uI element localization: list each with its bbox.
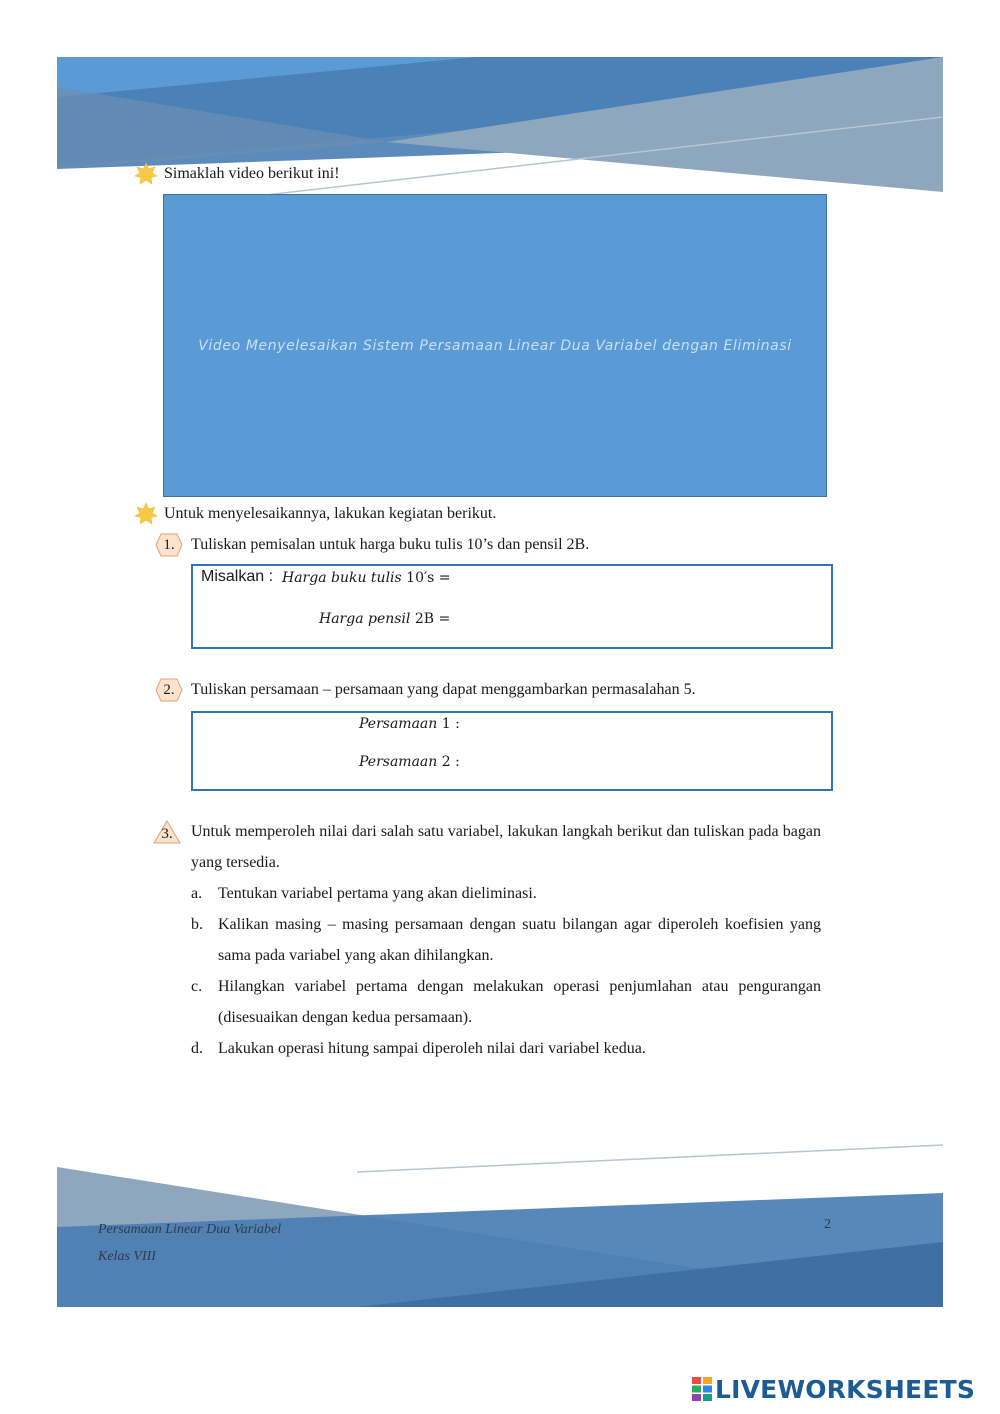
step-d: [191, 1033, 821, 1064]
step-c: [191, 971, 821, 1033]
task-2-answer-box: [191, 711, 833, 791]
step-text: Kalikan masing – masing persamaan dengan suatu bilangan agar diperoleh koefisien yang sama pada variabel yang akan dihilangkan.: [218, 916, 821, 964]
task-1-instruction: Tuliskan pemisalan untuk harga buku tulis 10’s dan pensil 2B.: [191, 536, 590, 553]
star-bullet-icon: [134, 162, 158, 186]
task-3-number: 3.: [161, 826, 173, 842]
footer-banner: [57, 1117, 943, 1307]
misalkan-label: Misalkan :: [201, 568, 274, 585]
number-badge-3: [153, 820, 181, 844]
step-label: c.: [191, 978, 203, 995]
star-bullet-icon: [134, 502, 158, 526]
brand-text: LIVEWORKSHEETS: [715, 1374, 976, 1404]
step-text: Lakukan operasi hitung sampai diperoleh nilai dari variabel kedua.: [218, 1040, 646, 1057]
video-player[interactable]: [163, 194, 827, 497]
intro-heading: Simaklah video berikut ini!: [164, 165, 340, 182]
liveworksheets-brand[interactable]: [692, 1374, 975, 1404]
price-pencil-input[interactable]: [471, 608, 811, 632]
step-text: Tentukan variabel pertama yang akan dieliminasi.: [218, 885, 537, 902]
price-pencil-label: Harga pensil 2B =: [319, 611, 451, 627]
step-b: [191, 909, 821, 971]
activity-heading: Untuk menyelesaikannya, lakukan kegiatan berikut.: [164, 505, 497, 522]
footer-title: Persamaan Linear Dua Variabel: [98, 1222, 282, 1237]
task-2-number: 2.: [163, 682, 175, 698]
task-1-number: 1.: [163, 537, 175, 553]
number-badge-2: [155, 678, 183, 702]
step-label: d.: [191, 1040, 203, 1057]
step-a: [191, 878, 821, 909]
video-title: Video Menyelesaikan Sistem Persamaan Linear Dua Variabel dengan Eliminasi: [198, 337, 792, 354]
step-label: b.: [191, 916, 203, 933]
task-2-instruction: Tuliskan persamaan – persamaan yang dapat menggambarkan permasalahan 5.: [191, 681, 696, 698]
equation-2-label: Persamaan 2 :: [359, 754, 460, 770]
liveworksheets-logo-icon: [692, 1377, 712, 1401]
price-notebook-label: Harga buku tulis 10′s =: [282, 570, 451, 586]
task-3-instruction: Untuk memperoleh nilai dari salah satu variabel, lakukan langkah berikut dan tuliskan pada bagan yang tersedia.: [191, 823, 821, 871]
step-text: Hilangkan variabel pertama dengan melakukan operasi penjumlahan atau pengurangan (disesuaikan dengan kedua persamaan).: [218, 978, 821, 1026]
step-label: a.: [191, 885, 203, 902]
equation-1-input[interactable]: [473, 713, 813, 737]
equation-2-input[interactable]: [473, 751, 813, 775]
number-badge-1: [155, 533, 183, 557]
task-1-answer-box: [191, 564, 833, 649]
page-number: 2: [824, 1217, 831, 1232]
equation-1-label: Persamaan 1 :: [359, 716, 460, 732]
price-notebook-input[interactable]: [471, 567, 811, 591]
footer-class: Kelas VIII: [98, 1249, 156, 1264]
